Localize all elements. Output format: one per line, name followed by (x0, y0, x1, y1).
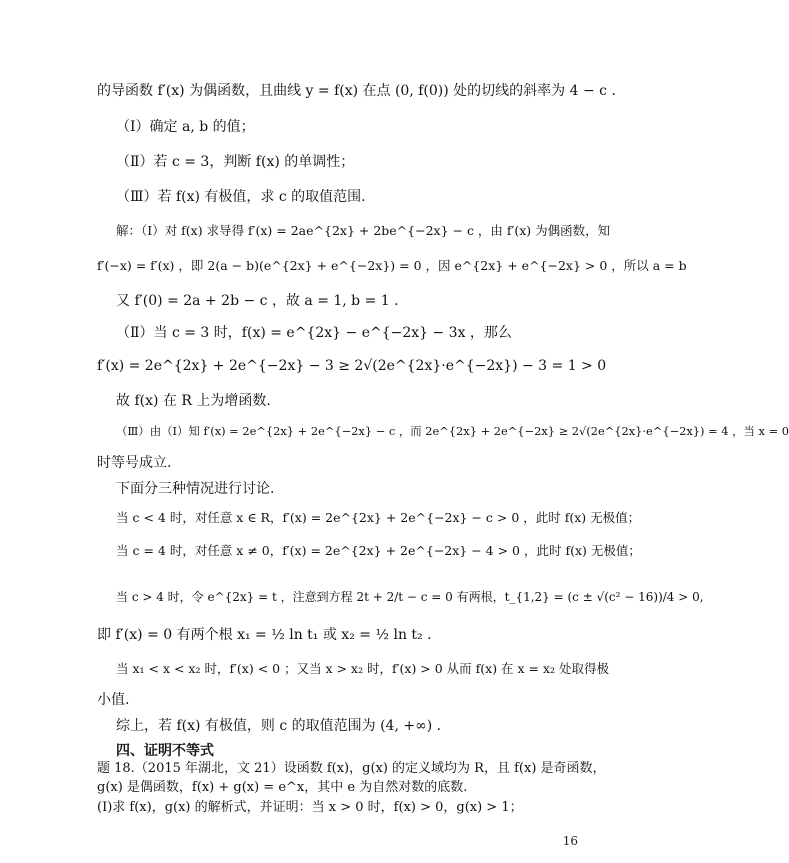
text-line: 综上，若 f(x) 有极值，则 c 的取值范围为 (4, +∞) . (116, 718, 442, 734)
text-line: (Ⅰ)求 f(x)，g(x) 的解析式，并证明：当 x > 0 时，f(x) > 0，g(x) > 1； (97, 800, 523, 815)
text-line: （Ⅱ）当 c = 3 时，f(x) = e^{2x} − e^{−2x} − 3x ，那么 (116, 325, 512, 341)
text-line: （Ⅲ）由（Ⅰ）知 f′(x) = 2e^{2x} + 2e^{−2x} − c ，而 2e^{2x} + 2e^{−2x} ≥ 2√(2e^{2x}·e^{−2x}) = 4 ，当 x = 0 (116, 424, 789, 438)
text-line: 的导函数 f′(x) 为偶函数，且曲线 y = f(x) 在点 (0, f(0)) 处的切线的斜率为 4 − c . (97, 83, 616, 99)
text-line: 当 c < 4 时，对任意 x ∈ R，f′(x) = 2e^{2x} + 2e^{−2x} − c > 0 ，此时 f(x) 无极值； (116, 510, 641, 525)
text-line: （Ⅰ）确定 a, b 的值； (116, 119, 255, 135)
text-line: （Ⅱ）若 c = 3，判断 f(x) 的单调性； (116, 154, 355, 170)
section-heading: 四、证明不等式 (116, 743, 214, 759)
text-line: 即 f′(x) = 0 有两个根 x₁ = ½ ln t₁ 或 x₂ = ½ ln t₂ . (97, 627, 432, 643)
text-line: f′(−x) = f′(x) ，即 2(a − b)(e^{2x} + e^{−2x}) = 0 ，因 e^{2x} + e^{−2x} > 0 ，所以 a = b (97, 258, 687, 273)
text-line: 时等号成立. (97, 455, 172, 471)
text-line: f′(x) = 2e^{2x} + 2e^{−2x} − 3 ≥ 2√(2e^{2x}·e^{−2x}) − 3 = 1 > 0 (97, 358, 607, 374)
text-line: 当 x₁ < x < x₂ 时，f′(x) < 0 ；又当 x > x₂ 时，f′(x) > 0 从而 f(x) 在 x = x₂ 处取得极 (116, 661, 610, 676)
text-line: 故 f(x) 在 R 上为增函数. (116, 393, 271, 409)
text-line: 下面分三种情况进行讨论. (116, 481, 275, 497)
problem-title-line: 题 18.（2015 年湖北，文 21）设函数 f(x)，g(x) 的定义域均为 R，且 f(x) 是奇函数， (97, 761, 606, 776)
text-line: 当 c > 4 时，令 e^{2x} = t ，注意到方程 2t + 2/t − c = 0 有两根，t_{1,2} = (c ± √(c² − 16))/4 > 0, (116, 590, 704, 604)
text-line: 小值. (97, 692, 130, 708)
page-number: 16 (562, 834, 578, 848)
text-line: （Ⅲ）若 f(x) 有极值，求 c 的取值范围. (116, 189, 366, 205)
text-line: g(x) 是偶函数，f(x) + g(x) = e^x，其中 e 为自然对数的底数. (97, 780, 468, 795)
text-line: 当 c = 4 时，对任意 x ≠ 0，f′(x) = 2e^{2x} + 2e^{−2x} − 4 > 0 ，此时 f(x) 无极值； (116, 543, 641, 558)
text-line: 解：（Ⅰ）对 f(x) 求导得 f′(x) = 2ae^{2x} + 2be^{−2x} − c ，由 f′(x) 为偶函数，知 (116, 223, 611, 238)
text-line: 又 f′(0) = 2a + 2b − c ，故 a = 1, b = 1 . (116, 293, 399, 309)
